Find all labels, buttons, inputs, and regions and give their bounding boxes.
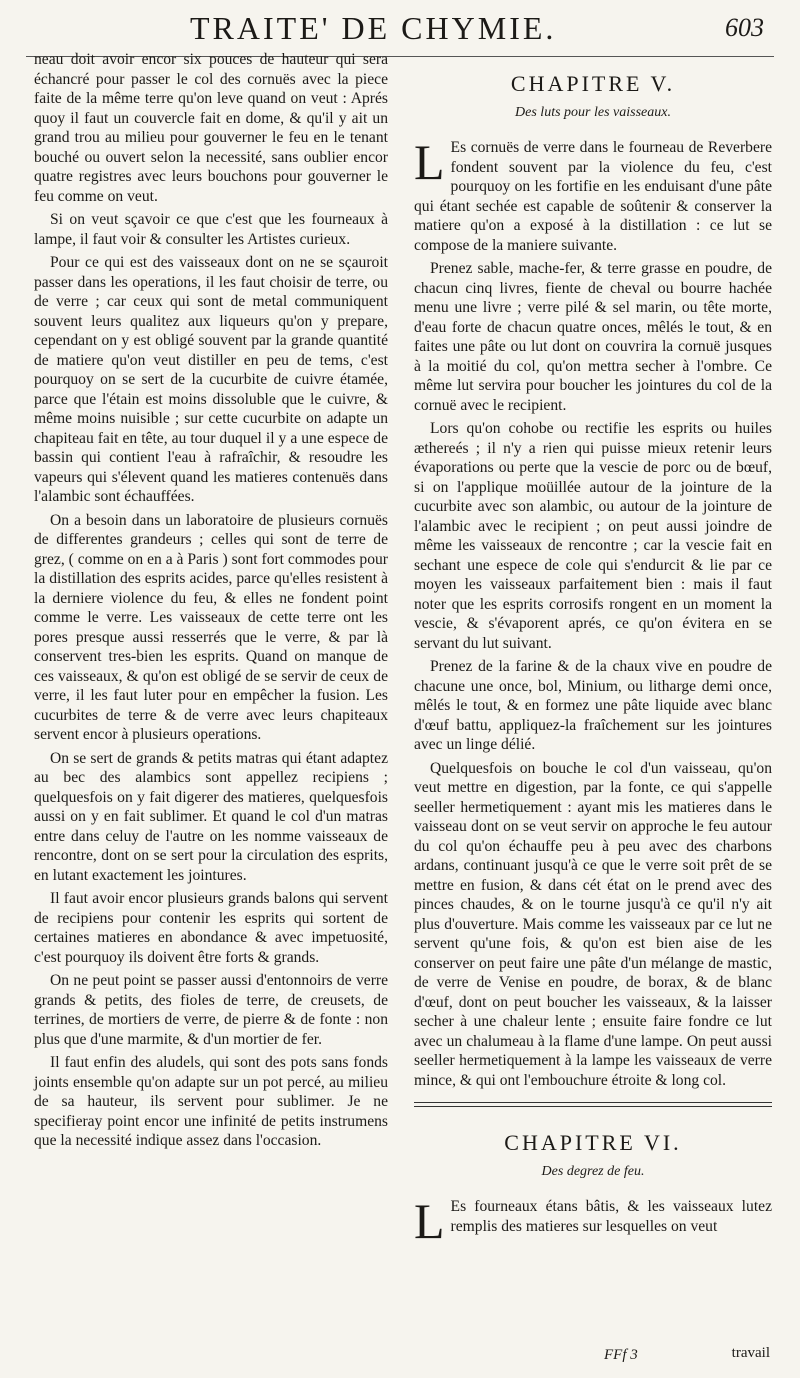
paragraph: Quelquesfois on bouche le col d'un vaisseau, qu'on veut mettre en digestion, par la fonte, ce qui s'appelle seeller hermetiquement : ayant mis les matieres dans le vaisseau dont on se veut servir on approche le feu autour du col qu'on échauffe peu à peu avec des charbons ardans, continuant jusqu'à ce que le verre soit prêt de se mettre en fusion, & dans cét état on le prend avec des pinces chaudes, & on le tourne jusqu'à ce qu'il n'y ait plus d'ouverture. Mais comme les vaisseaux par ce lut ne servent qu'une fois, & qu'on est bien aise de les conserver on peut faire une pâte d'un mélange de mastic, de verre de Venise en poudre, de borax, & de blanc d'œuf, dont on peut boucher les vaisseaux, & la laisser secher à une chaleur lente ; ensuite faire fondre ce lut avec un chalumeau à la flame d'une lampe. On peut aussi seeller hermetiquement à la lampe les vaisseaux de verre mince, & qui ont l'embouchure étroite & long col. bbox=[414, 759, 772, 1089]
paragraph: Il faut avoir encor plusieurs grands balons qui servent de recipiens pour contenir les esprits qui sortent de certaines matieres en abondance & avec impetuosité, c'est pourquoy ils doivent être forts & grands. bbox=[34, 890, 388, 966]
running-head bbox=[0, 8, 800, 48]
chapter-title: CHAPITRE V. bbox=[510, 71, 676, 96]
paragraph: Prenez sable, mache-fer, & terre grasse en poudre, de chacun cinq livres, fiente de cheval ou bourre hachée menu une livre ; verre pilé & sel marin, ou tête morte, d'eau forte de chacun quatre onces, mêlés le tout, & en faites une pâte ou lut dont on couvrira la cornuë jusques à la moitié du col, qu'on mettra secher à l'ombre. Ce même lut servira pour boucher les jointures du col de la cornuë avec le recipient. bbox=[414, 260, 772, 414]
paragraph: Lors qu'on cohobe ou rectifie les esprits ou huiles æthereés ; il n'y a rien qui puisse mieux retenir leurs évaporations ou perte que la vescie de porc ou de bœuf, si on l'applique moüillée autour de la jointure de la cucurbite avec son alambic, ou autour de la jointure de l'alambic avec le recipient ; on peut aussi joindre de même les vaisseaux de rencontre ; car la vescie fait en sechant une espece de cole qui s'endurcit & lie par ce moyen les vaisseaux parfaitement bien : mais il faut noter que les esprits corrosifs rongent en un moment la vescie, & s'évaporent aprés, ce qu'on évitera en se servant du lut suivant. bbox=[414, 420, 772, 652]
paragraph-text: Es cornuës de verre dans le fourneau de Reverbere fondent souvent par la violence du feu, c'est pourquoy on les fortifie en les enduisant d'une pâte qui étant sechée est capable de soûtenir & conserver la matiere qu'on a exposé à la distillation : ce lut se compose de la maniere suivante. bbox=[414, 139, 772, 254]
paragraph: Prenez de la farine & de la chaux vive en poudre de chacune une once, bol, Minium, ou litharge demi once, mêlés le tout, & en formez une pâte liquide avec blanc d'œuf battu, appliquez-la fraîchement sur les jointures avec un linge délié. bbox=[414, 658, 772, 753]
catchword: travail bbox=[731, 1345, 770, 1361]
chapter-subtitle: Des luts pour les vaisseaux. bbox=[515, 105, 671, 120]
paragraph-text: Es fourneaux étans bâtis, & les vaisseaux lutez remplis des matieres sur lesquelles on veut bbox=[450, 1198, 772, 1235]
paragraph: Pour ce qui est des vaisseaux dont on ne se sçauroit passer dans les operations, il les faut choisir de terre, ou de verre ; car ceux qui sont de metal communiquent souvent leurs qualitez aux liqueurs qu'on y prepare, cependant on y est obligé souvent par la grande quantité de matiere qu'on veut distiller en peu de tems, c'est pourquoy on se sert de la cucurbite de cuivre étamée, parce que l'étain est moins dissoluble que le cuivre, & même moins nuisible ; sur cette cucurbite on adapte un chapiteau fait en tête, au tour duquel il y a une espece de bassin qui contient l'eau à rafraîchir, & resoudre les vapeurs qui s'élevent quand les matieres contenuës dans l'alambic sont échauffées. bbox=[34, 254, 388, 505]
right-column bbox=[414, 50, 772, 1249]
running-title: TRAITE' DE CHYMIE. bbox=[190, 10, 557, 46]
chapter-title: CHAPITRE VI. bbox=[504, 1130, 682, 1155]
chapter-separator bbox=[414, 1102, 772, 1107]
paragraph: On se sert de grands & petits matras qui étant adaptez au bec des alambics sont appellez recipiens ; quelquesfois on y fait digerer des matieres, quelquesfois aussi on y en fait sublimer. Et quand le col d'un matras entre dans celuy de l'autre on les nomme vaisseaux de rencontre, dont on se sert pour la circulation des esprits, en lutant exactement les jointures. bbox=[34, 749, 388, 884]
paragraph bbox=[414, 1193, 772, 1249]
paragraph bbox=[414, 134, 772, 255]
paragraph: Il faut enfin des aludels, qui sont des pots sans fonds joints ensemble qu'on adapte sur un pot percé, au milieu de sa hauteur, ils servent pour sublimer. Je ne specifieray point encor une infinité de petits instrumens que la necessité indique assez dans l'occasion. bbox=[34, 1054, 388, 1149]
paragraph: On a besoin dans un laboratoire de plusieurs cornuës de differentes grandeurs ; celles qui sont de terre de grez, ( comme on en a à Paris ) sont fort commodes pour la distillation des esprits acides, parce qu'elles resistent à la derniere violence du feu, & elles ne fondent point comme le verre. Les vaisseaux de cette terre ont les pores presque aussi resserrés que le verre, & par là conservent tres-bien les esprits. Quand on manque de ces vaisseaux, & qu'on est obligé de se servir de ceux de verre, il les faut luter pour en empêcher la fusion. Les cucurbites de terre & de verre avec leurs chapiteaux servent encor à plusieurs operations. bbox=[34, 511, 388, 743]
paragraph: neau doit avoir encor six pouces de hauteur qui sera échancré pour passer le col des cornuës avec la piece faite de la même terre qu'on leve quand on veut : Aprés quoy il faut un couvercle fait en dome, & qu'il y ait un grand trou au milieu pour gouverner le feu en le tenant bouché ou ouvert selon la necessité, sans oublier encor quatre registres avec leurs bouchons pour gouverner le feu comme on veut. bbox=[34, 51, 388, 205]
page-number: 603 bbox=[725, 13, 764, 42]
signature-mark: FFf 3 bbox=[604, 1347, 638, 1363]
paragraph: Si on veut sçavoir ce que c'est que les fourneaux à lampe, il faut voir & consulter les Artistes curieux. bbox=[34, 211, 388, 248]
drop-capital: L bbox=[414, 134, 445, 190]
paragraph: On ne peut point se passer aussi d'entonnoirs de verre grands & petits, des fioles de terre, de creusets, de terrines, de mortiers de verre, de pierre & de fonte : non plus que d'une marmite, & d'un mortier de fer. bbox=[34, 972, 388, 1048]
left-column bbox=[34, 50, 388, 1155]
drop-capital: L bbox=[414, 1193, 445, 1249]
chapter-subtitle: Des degrez de feu. bbox=[541, 1164, 645, 1179]
